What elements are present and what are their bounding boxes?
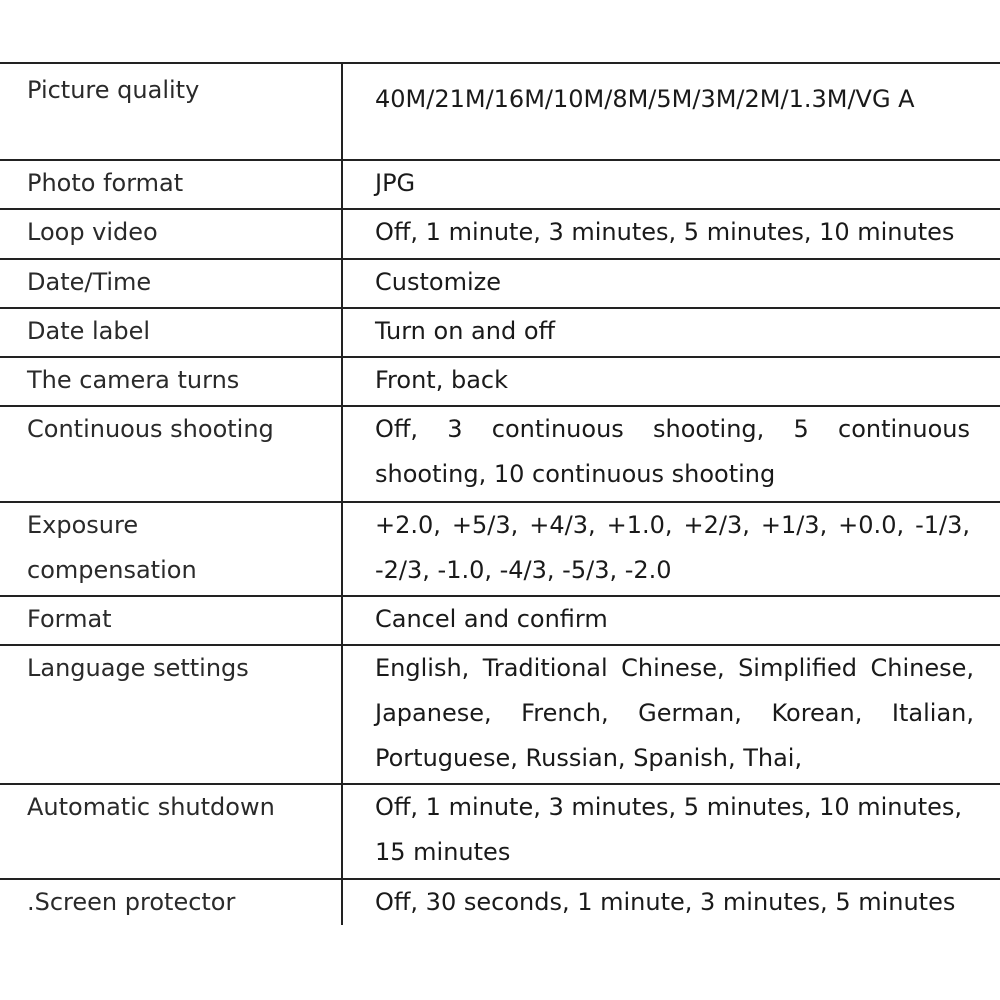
table-row: [0, 406, 1000, 502]
table-row: [0, 209, 1000, 259]
table-row: [0, 879, 1000, 925]
spec-label: Automatic shutdown: [0, 784, 342, 879]
spec-value: Off, 1 minute, 3 minutes, 5 minutes, 10 minutes, 15 minutes: [342, 784, 1000, 879]
table-row: [0, 357, 1000, 406]
spec-value: Cancel and confirm: [342, 596, 1000, 645]
spec-table: [0, 62, 1000, 925]
spec-label: Language settings: [0, 645, 342, 784]
spec-value: Turn on and off: [342, 308, 1000, 357]
spec-value: Off, 1 minute, 3 minutes, 5 minutes, 10 minutes: [342, 209, 1000, 259]
spec-label: The camera turns: [0, 357, 342, 406]
spec-value: Off, 3 continuous shooting, 5 continuous shooting, 10 continuous shooting: [342, 406, 1000, 502]
spec-label: Photo format: [0, 160, 342, 209]
spec-value: Front, back: [342, 357, 1000, 406]
spec-label: Continuous shooting: [0, 406, 342, 502]
spec-value: 40M/21M/16M/10M/8M/5M/3M/2M/1.3M/VG A: [342, 63, 1000, 160]
spec-label: Picture quality: [0, 63, 342, 160]
spec-label: Date label: [0, 308, 342, 357]
spec-value: +2.0, +5/3, +4/3, +1.0, +2/3, +1/3, +0.0, -1/3, -2/3, -1.0, -4/3, -5/3, -2.0: [342, 502, 1000, 596]
table-row: [0, 160, 1000, 209]
table-row: [0, 645, 1000, 784]
spec-value: English, Traditional Chinese, Simplified Chinese, Japanese, French, German, Korean, Italian, Portuguese, Russian, Spanish, Thai,: [342, 645, 1000, 784]
spec-label: Format: [0, 596, 342, 645]
table-row: [0, 63, 1000, 160]
spec-value: JPG: [342, 160, 1000, 209]
spec-label: Exposure compensation: [0, 502, 342, 596]
spec-label: Loop video: [0, 209, 342, 259]
table-row: [0, 502, 1000, 596]
table-row: [0, 308, 1000, 357]
table-row: [0, 259, 1000, 308]
spec-value: Customize: [342, 259, 1000, 308]
spec-value: Off, 30 seconds, 1 minute, 3 minutes, 5 minutes: [342, 879, 1000, 925]
table-row: [0, 784, 1000, 879]
spec-label: Date/Time: [0, 259, 342, 308]
spec-label: .Screen protector: [0, 879, 342, 925]
table-row: [0, 596, 1000, 645]
